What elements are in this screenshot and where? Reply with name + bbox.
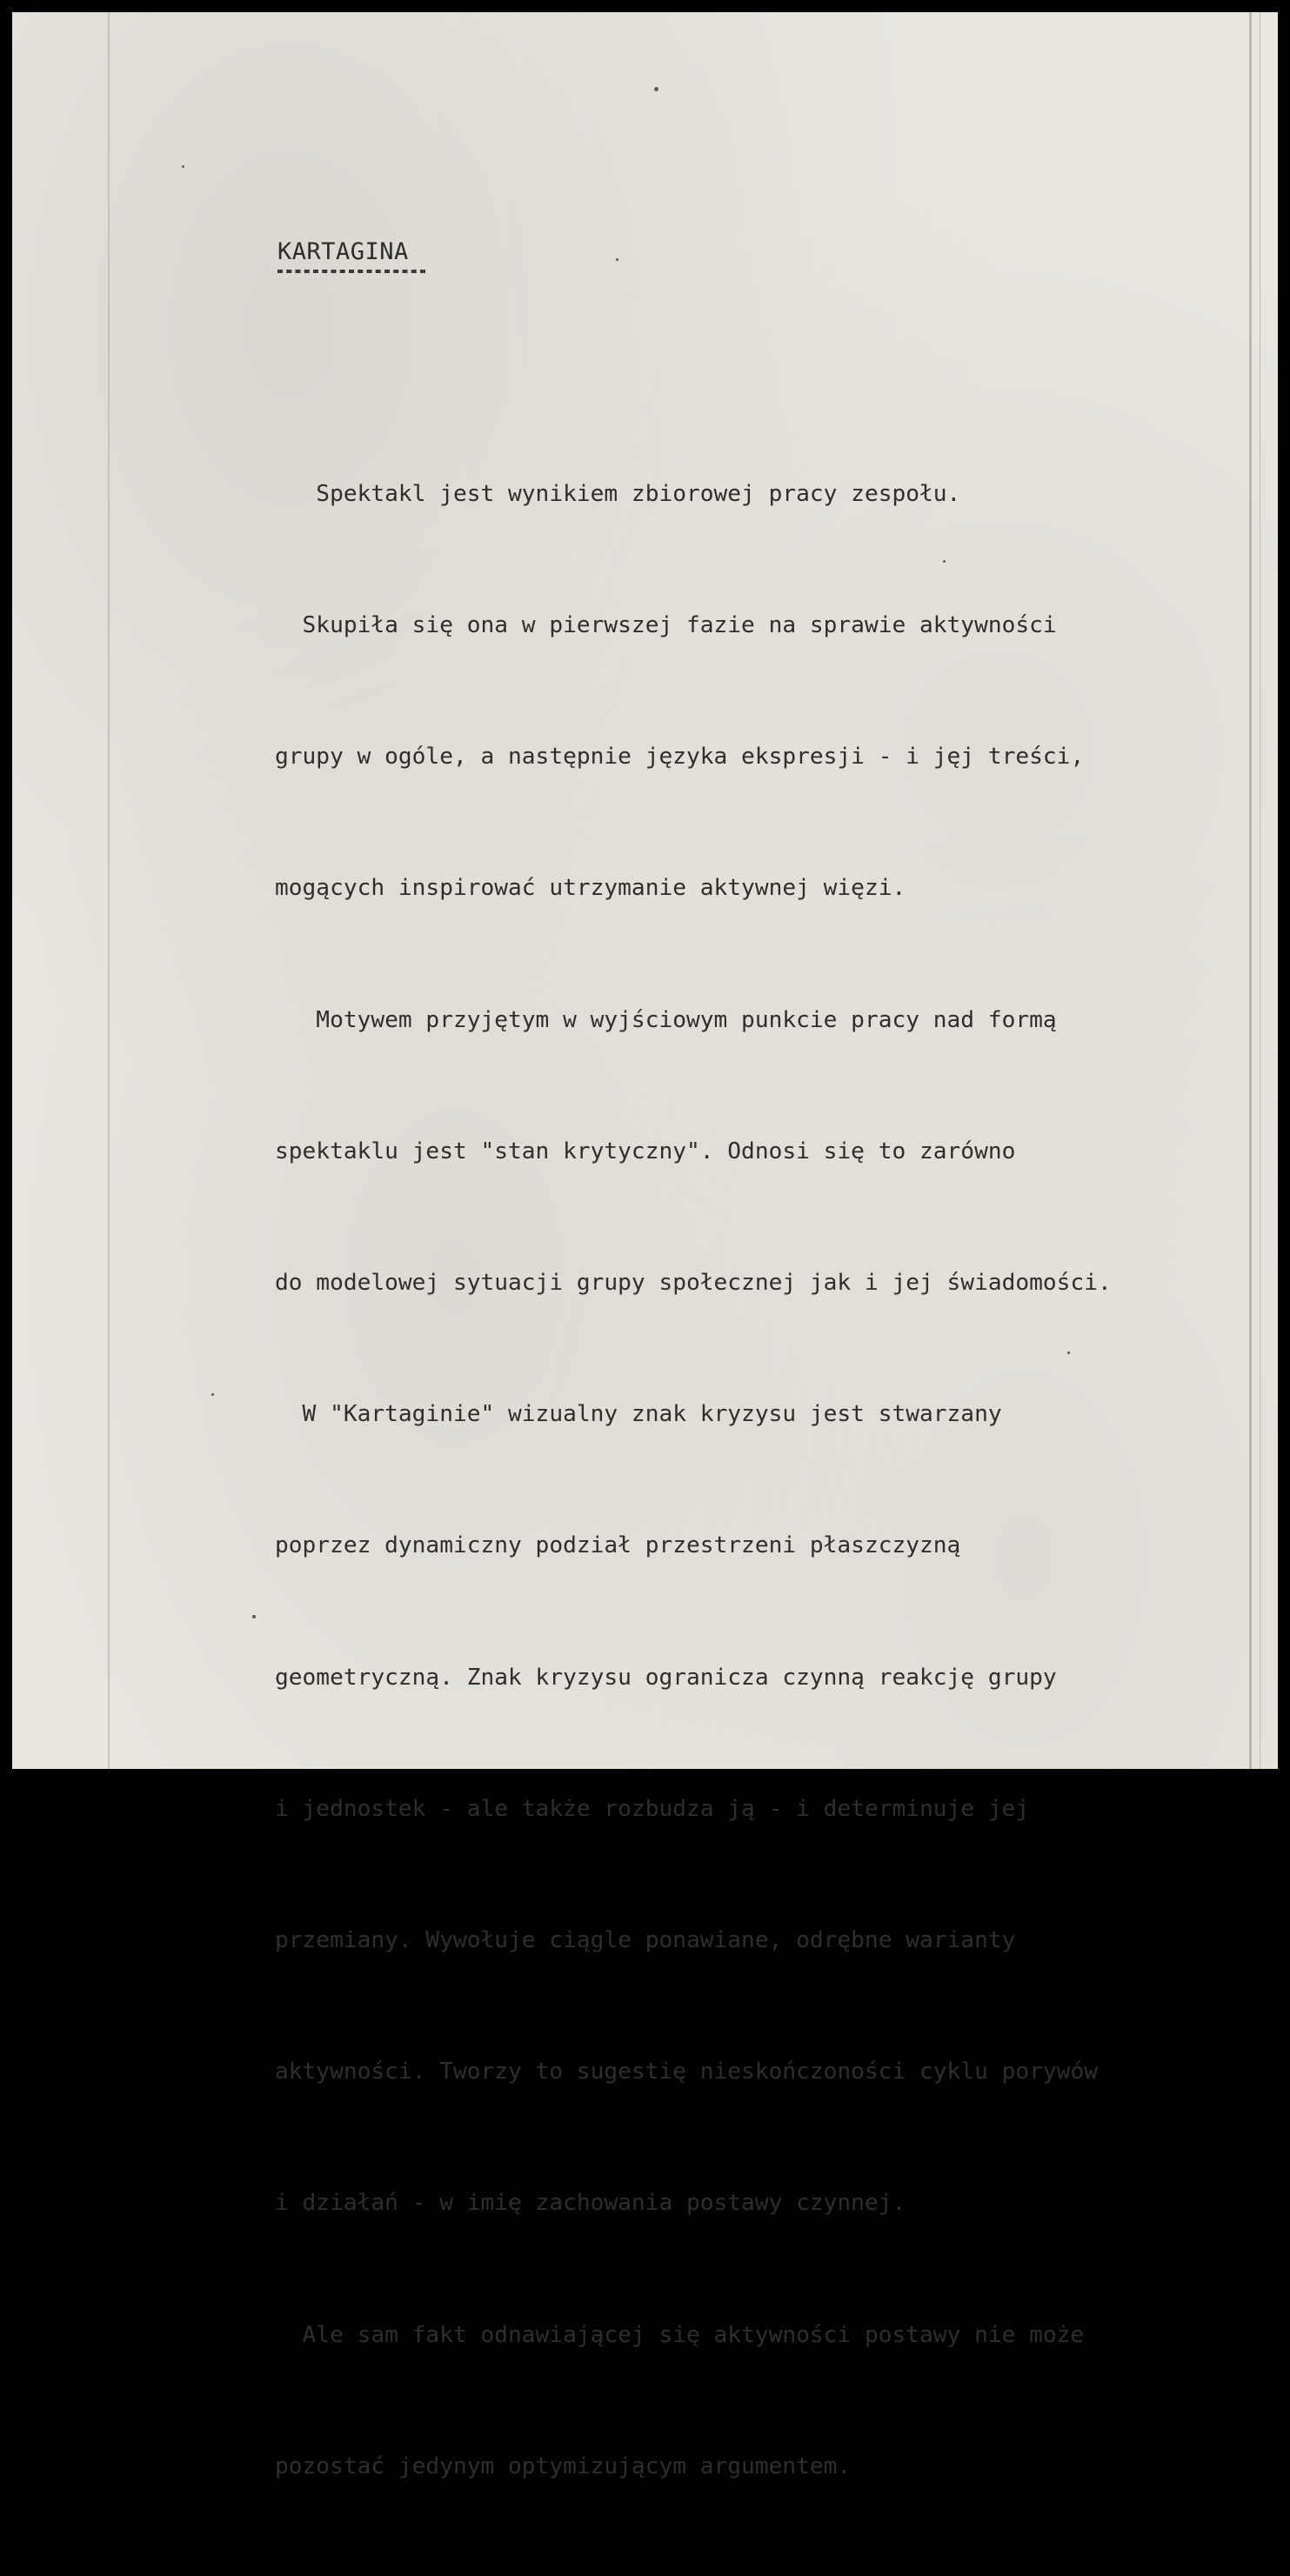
text-line: poprzez dynamiczny podział przestrzeni płaszczyzną [275,1532,961,1559]
text-line: aktywności. Tworzy to sugestię nieskończoności cyklu porywów [275,2059,1098,2085]
paper-speck [943,560,946,563]
page-fold-line [108,12,110,1769]
text-line: Skupiła się ona w pierwszej fazie na sprawie aktywności [275,612,1057,639]
text-line: W "Kartaginie" wizualny znak kryzysu jest stwarzany [275,1401,1002,1428]
paper-speck [1067,1351,1070,1354]
text-line: mogących inspirować utrzymanie aktywnej więzi. [275,875,906,902]
document-title: KARTAGINA [277,238,409,265]
paper-speck [182,165,184,168]
text-line: Motywem przyjętym w wyjściowym punkcie pracy nad formą [275,1006,1057,1033]
text-line: i jednostek - ale także rozbudza ją - i determinuje jej [275,1795,1030,1822]
paper-speck [654,87,658,91]
text-line: pozostać jedynym optymizującym argumentem. [275,2453,852,2479]
text-line: do modelowej sytuacji grupy społecznej jak i jej świadomości. [275,1270,1112,1297]
page-edge [1249,12,1252,1769]
text-line: i działań - w imię zachowania postawy czynnej. [275,2190,906,2217]
paper-speck [252,1615,256,1618]
text-line: Spektakl jest wynikiem zbiorowej pracy zespołu. [275,480,961,507]
text-line: przemiany. Wywołuje ciągle ponawiane, odrębne warianty [275,1927,1016,1954]
text-line: Ale sam fakt odnawiającej się aktywności postawy nie może [275,2321,1085,2348]
document-page [12,12,1278,2479]
document-body [275,384,1214,2576]
paper-speck [211,1393,214,1396]
text-line: spektaklu jest "stan krytyczny". Odnosi się to zarówno [275,1138,1016,1165]
title-underline [277,270,425,273]
text-line: grupy w ogóle, a następnie języka ekspresji - i jęj treści, [275,744,1085,771]
text-line: geometryczną. Znak kryzysu ogranicza czynną reakcję grupy [275,1664,1057,1691]
paper-speck [616,258,618,261]
